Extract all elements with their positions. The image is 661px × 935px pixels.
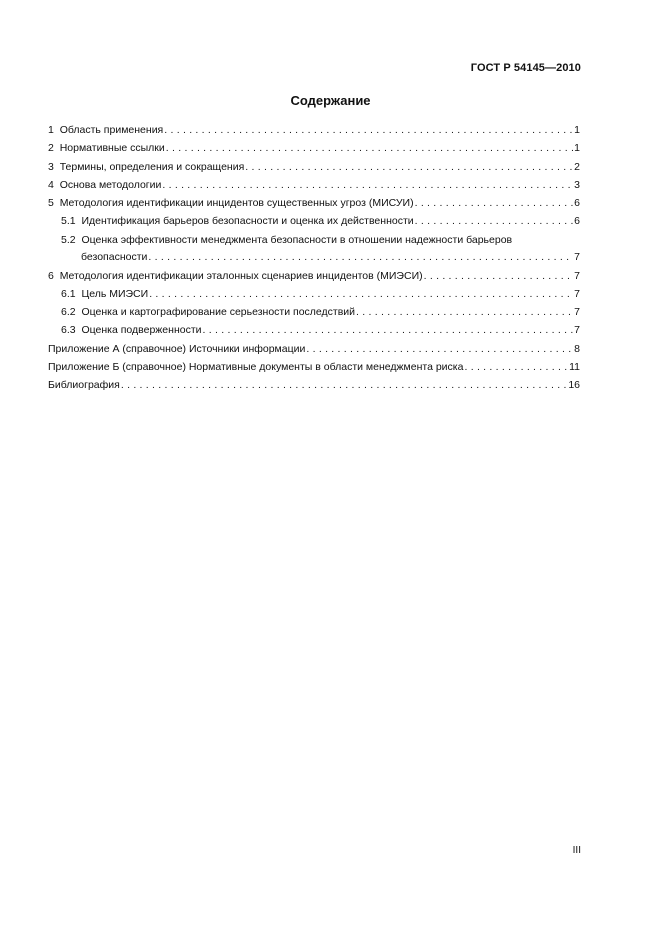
toc-entry-label: Идентификация барьеров безопасности и оценка их действенности — [81, 215, 414, 228]
toc-entry-page: 16 — [568, 379, 580, 392]
toc-entry-5-2[interactable] — [48, 234, 580, 265]
toc-leader-dots — [203, 324, 574, 337]
toc-entry-number: 5.2 — [61, 233, 82, 246]
toc-entry-6-2[interactable] — [48, 306, 580, 319]
toc-entry-label: Библиография — [48, 379, 120, 392]
toc-entry-page: 7 — [574, 251, 580, 264]
toc-leader-dots — [306, 343, 573, 356]
toc-leader-dots — [121, 379, 567, 392]
toc-entry-6-3[interactable] — [48, 324, 580, 337]
toc-entry-label: Оценка подверженности — [81, 324, 202, 337]
toc-entry-6-1[interactable] — [48, 288, 580, 301]
toc-leader-dots — [245, 161, 573, 174]
toc-entry-label: Основа методологии — [59, 178, 162, 191]
toc-entry-appendix-a[interactable] — [48, 343, 580, 356]
toc-entry-page: 7 — [574, 287, 580, 300]
toc-entry-2[interactable] — [48, 142, 580, 155]
toc-entry-label: Термины, определения и сокращения — [59, 160, 245, 173]
toc-entry-label: Приложение Б (справочное) Нормативные документы в области менеджмента риска — [48, 361, 464, 374]
toc-entry-label: Область применения — [59, 124, 164, 136]
page-number: III — [572, 845, 581, 856]
toc-entry-number: 5 — [48, 197, 60, 210]
toc-entry-number: 1 — [48, 124, 60, 136]
toc-entry-appendix-b[interactable] — [48, 361, 580, 374]
toc-entry-label: Нормативные ссылки — [59, 142, 165, 155]
toc-leader-dots — [415, 197, 574, 210]
toc-leader-dots — [464, 361, 568, 374]
toc-entry-bibliography[interactable] — [48, 379, 580, 392]
toc-leader-dots — [166, 142, 573, 155]
toc-entry-page: 7 — [574, 269, 580, 282]
toc-entry-label: Цель МИЭСИ — [81, 287, 149, 300]
toc-entry-number: 3 — [48, 160, 60, 173]
toc-entry-page: 7 — [574, 306, 580, 319]
toc-entry-label-line2: безопасности — [81, 251, 148, 264]
toc-entry-label: Приложение А (справочное) Источники информации — [48, 342, 306, 355]
toc-entry-number: 6.1 — [61, 287, 82, 300]
toc-entry-page: 7 — [574, 324, 580, 337]
toc-entry-page: 11 — [569, 361, 580, 374]
toc-entry-label: Методология идентификации инцидентов существенных угроз (МИСУИ) — [59, 197, 414, 210]
toc-entry-number: 6 — [48, 269, 60, 282]
toc-leader-dots — [148, 251, 573, 264]
standard-code: ГОСТ Р 54145—2010 — [470, 62, 581, 74]
toc-entry-number: 6.3 — [61, 324, 82, 337]
toc-entry-label-line1: Оценка эффективности менеджмента безопасности в отношении надежности барьеров — [81, 233, 513, 246]
toc-entry-page: 1 — [574, 142, 580, 155]
toc-entry-page: 3 — [574, 178, 580, 191]
toc-leader-dots — [415, 215, 574, 228]
toc-entry-5-1[interactable] — [48, 215, 580, 228]
toc-entry-4[interactable] — [48, 179, 580, 192]
toc-entry-number: 6.2 — [61, 306, 82, 319]
toc-entry-page: 1 — [574, 124, 580, 136]
toc-entry-5[interactable] — [48, 197, 580, 210]
toc-entry-3[interactable] — [48, 161, 580, 174]
toc-entry-label: Оценка и картографирование серьезности последствий — [81, 306, 356, 319]
toc-entry-label: Методология идентификации эталонных сценариев инцидентов (МИЭСИ) — [59, 269, 423, 282]
toc-entry-page: 2 — [574, 160, 580, 173]
toc-entry-6[interactable] — [48, 270, 580, 283]
toc-entry-1[interactable] — [48, 124, 580, 137]
toc-leader-dots — [164, 124, 573, 137]
toc-entry-number: 5.1 — [61, 215, 82, 228]
table-of-contents — [48, 124, 580, 398]
toc-entry-page: 6 — [574, 197, 580, 210]
toc-entry-page: 8 — [574, 342, 580, 355]
toc-leader-dots — [356, 306, 573, 319]
toc-entry-page: 6 — [574, 215, 580, 228]
toc-entry-number: 4 — [48, 178, 60, 191]
toc-leader-dots — [162, 179, 573, 192]
toc-entry-number: 2 — [48, 142, 60, 155]
toc-leader-dots — [424, 270, 574, 283]
page-title: Содержание — [290, 93, 371, 108]
toc-leader-dots — [149, 288, 573, 301]
